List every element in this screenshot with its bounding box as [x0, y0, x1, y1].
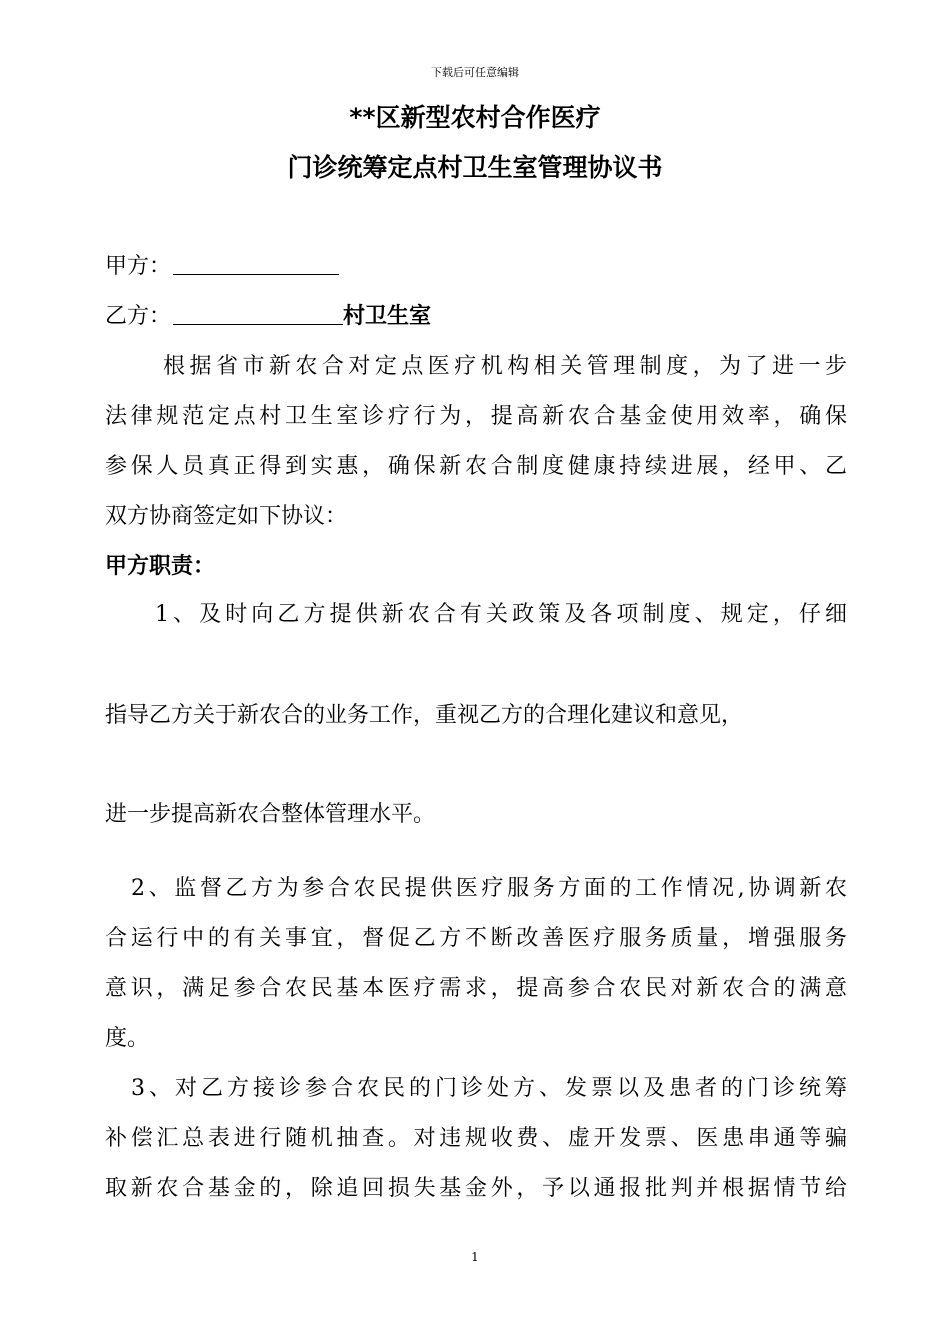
party-b-blank [173, 302, 343, 325]
party-b-line [105, 302, 847, 332]
item3-line: 3、对乙方接诊参合农民的门诊处方、发票以及患者的门诊统筹 [131, 1076, 847, 1101]
party-b-suffix: 村卫生室 [343, 304, 432, 329]
intro-line: 根据省市新农合对定点医疗机构相关管理制度，为了进一步 [163, 354, 847, 379]
intro-line: 双方协商签定如下协议： [105, 504, 348, 529]
item3-line: 补偿汇总表进行随机抽查。对违规收费、虚开发票、医患串通等骗 [105, 1126, 847, 1151]
party-a-line [105, 252, 847, 282]
document-title-line-1: **区新型农村合作医疗 [349, 103, 601, 132]
section-heading: 甲方职责： [105, 554, 216, 579]
item2-line: 意识，满足参合农民基本医疗需求，提高参合农民对新农合的满意 [105, 976, 847, 1001]
item1-line: 指导乙方关于新农合的业务工作，重视乙方的合理化建议和意见， [105, 703, 744, 728]
party-b-label: 乙方： [105, 304, 172, 329]
item2-line: 度。 [105, 1026, 150, 1051]
intro-line: 法律规范定点村卫生室诊疗行为，提高新农合基金使用效率，确保 [105, 404, 847, 429]
page-number: 1 [471, 1250, 479, 1264]
item2-line: 合运行中的有关事宜，督促乙方不断改善医疗服务质量，增强服务 [105, 926, 847, 951]
intro-line: 参保人员真正得到实惠，确保新农合制度健康持续进展，经甲、乙 [105, 454, 847, 479]
item1-line: 1、及时向乙方提供新农合有关政策及各项制度、规定，仔细 [155, 602, 847, 627]
party-a-label: 甲方： [105, 254, 172, 279]
item3-line: 取新农合基金的，除追回损失基金外，予以通报批判并根据情节给 [105, 1176, 847, 1201]
party-a-blank [173, 252, 339, 275]
item2-line: 2、监督乙方为参合农民提供医疗服务方面的工作情况,协调新农 [131, 876, 847, 901]
header-note: 下载后可任意编辑 [431, 66, 519, 79]
document-title-line-2: 门诊统筹定点村卫生室管理协议书 [287, 153, 663, 182]
item1-line: 进一步提高新农合整体管理水平。 [105, 802, 436, 827]
